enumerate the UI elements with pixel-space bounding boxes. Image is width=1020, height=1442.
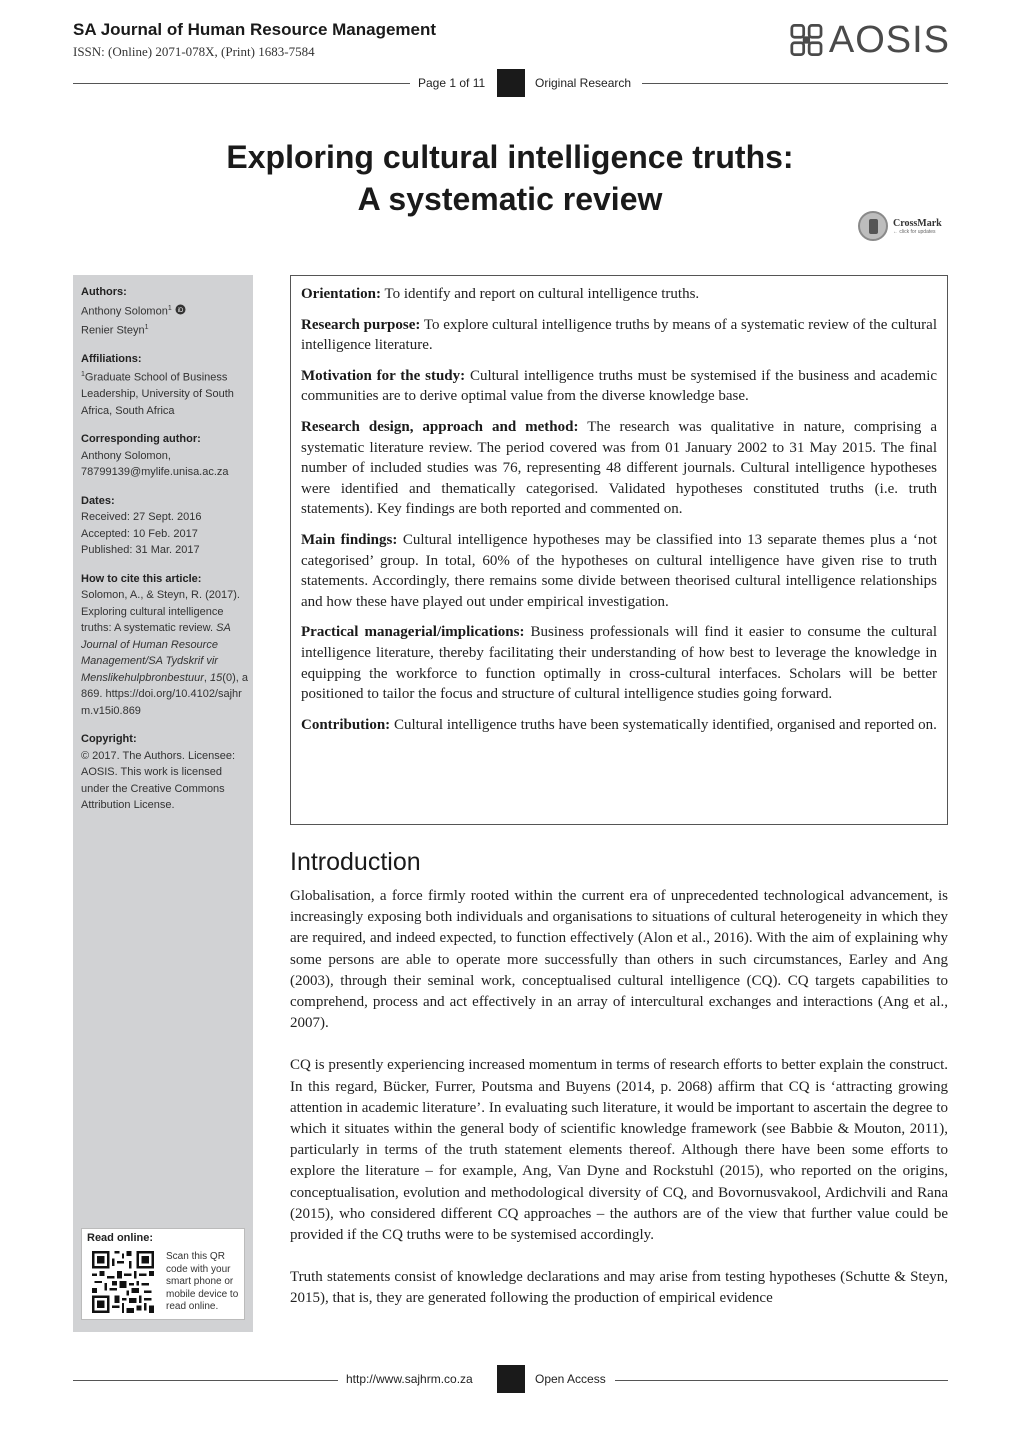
abstract-orientation: Orientation: To identify and report on cultural intelligence truths. — [301, 286, 700, 302]
abstract-motivation: Motivation for the study: Cultural intelligence truths must be systemised if the business and academic communities are to derive optimal value from the diverse knowledge base. — [301, 367, 938, 405]
abstract-main-findings: Main findings: Cultural intelligence hypotheses may be classified into 13 separate themes plus a ‘not categorised’ group. In total, 60% of the hypotheses on cultural intelligence have given rise to truth statements. Accordingly, there remains some divide between theorised cultural intelligence relationships and how these have played out under empirical investigation. — [301, 531, 937, 610]
abstract-research-design: Research design, approach and method: The research was qualitative in nature, comprising a systematic literature review. The period covered was from 01 January 2002 to 31 May 2015. The final number of included studies was 76, representing 48 different journals. Cultural intelligence hypotheses were identified and thematically categorised. Validated hypotheses constituted truths (i.e. truth statements). Key findings are both reported and commented on. — [301, 418, 937, 518]
publisher-logo — [790, 18, 950, 62]
body-paragraph-3: Truth statements consist of knowledge declarations and may arise from testing hypotheses (Schutte & Steyn, 2015), that is, they are generated following the production of empirical evidence — [290, 1269, 948, 1307]
abstract-research-purpose: Research purpose: To explore cultural intelligence truths by means of a systematic review of the cultural intelligence literature. — [301, 316, 937, 354]
body-paragraph-1: Globalisation, a force firmly rooted within the current era of unprecedented technological advancement, is increasingly exposing both individuals and organisations to situations of cultural heterogeneity in which they are required, and indeed expected, to function effectively (Alon et al., 2016). With the aim of explaining why some persons are able to operate more successfully than others in such circumstances, Earley and Ang (2003), through their seminal work, conceptualised cultural intelligence (CQ). CQ targets capabilities to comprehend, process and act effectively in an array of intercultural exchanges and interactions (Ang et al., 2007). — [290, 888, 948, 1032]
copyright-heading: Copyright: — [81, 733, 137, 746]
qr-code-icon[interactable] — [92, 1251, 154, 1313]
article-title — [0, 136, 1020, 220]
body-paragraph-2: CQ is presently experiencing increased momentum in terms of research efforts to better explain the construct. In this regard, Bücker, Furrer, Poutsma and Buyens (2014, p. 2068) affirm that CQ is ‘attracting growing attention in academic literature’. In evaluating such literature, it would be important to ascertain the degree to which it situates within the general body of scientific knowledge framework (see Babbie & Mouton, 2011), particularly in terms of the truth statement elements thereof. Although there have been some efforts to explore the literature – for example, Ang, Van Dyne and Rockstuhl (2015), who reported on the origins, conceptualisation, evolution and methodological diversity of CQ, and Bovornusvakool, Ardichvili and Rana (2015), who considered different CQ approaches – the authors are of the view that further value could be provided if the CQ truths were to be systemised accordingly. — [290, 1057, 948, 1244]
open-access-label: Open Access — [535, 1372, 606, 1386]
abstract-implications: Practical managerial/implications: Business professionals will find it easier to consume the cultural intelligence literature, thereby facilitating their understanding of how best to leverage the knowledge in equipping the workforce to function optimally in cross-cultural interfaces. Scholars will be better positioned to tailor the focus and structure of cultural intelligence studies going forward. — [301, 624, 937, 703]
crossmark-badge[interactable] — [858, 211, 942, 241]
dates-heading: Dates: — [81, 494, 115, 507]
affiliation-text: $^1$Graduate School of Business Leadership, University of South Africa, South Africa — [81, 371, 234, 417]
author-2: Renier Steyn$^1$ — [81, 323, 149, 337]
body-text — [290, 886, 948, 1331]
date-received: Received: 27 Sept. 2016 — [81, 511, 202, 524]
read-online-instructions: Scan this QR code with your smart phone or mobile device to read online. — [166, 1251, 239, 1312]
footer-rule-left — [73, 1380, 338, 1381]
abstract-contribution: Contribution: Cultural intelligence truths have been systematically identified, organised and reported on. — [301, 716, 937, 733]
sidebar-content — [81, 284, 249, 826]
author-1: Anthony Solomon$^1$ iD — [81, 301, 249, 320]
date-published: Published: 31 Mar. 2017 — [81, 544, 200, 557]
crossmark-icon — [858, 211, 888, 241]
journal-title: SA Journal of Human Resource Management — [73, 20, 437, 39]
abstract-box — [290, 275, 948, 825]
publisher-name: AOSIS — [828, 19, 950, 61]
header-marker — [497, 69, 525, 97]
date-accepted: Accepted: 10 Feb. 2017 — [81, 527, 198, 540]
header-rule-right — [642, 83, 948, 84]
footer-rule-right — [615, 1380, 948, 1381]
crossmark-label: CrossMark — [893, 217, 942, 229]
read-online-box — [81, 1228, 245, 1320]
authors-heading: Authors: — [81, 286, 127, 298]
corresponding-heading: Corresponding author: — [81, 433, 201, 446]
header-rule-left — [73, 83, 410, 84]
title-line-2: A systematic review — [357, 181, 663, 217]
orcid-icon[interactable] — [175, 304, 186, 315]
aosis-logo-icon — [790, 22, 823, 58]
section-heading-introduction: Introduction — [290, 848, 421, 876]
doi-link[interactable]: (0), a869. https://doi.org/10.4102/sajhrm.v15i0.869 — [81, 671, 248, 717]
corresponding-name: Anthony Solomon, — [81, 449, 171, 462]
page-number: Page 1 of 11 — [418, 76, 486, 90]
article-type: Original Research — [535, 76, 632, 90]
footer-marker — [497, 1365, 525, 1393]
copyright-text: © 2017. The Authors. Licensee: AOSIS. This work is licensed under the Creative Commons Attribution License. — [81, 749, 236, 812]
read-online-heading: Read online: — [87, 1232, 154, 1244]
cite-heading: How to cite this article: — [81, 572, 202, 585]
crossmark-sub: ← click for updates — [893, 228, 936, 235]
title-line-1: Exploring cultural intelligence truths: — [226, 139, 794, 175]
svg-text:iD: iD — [177, 308, 184, 315]
corresponding-email[interactable]: 78799139@mylife.unisa.ac.za — [81, 466, 229, 479]
affiliations-heading: Affiliations: — [81, 352, 142, 365]
issn: ISSN: (Online) 2071-078X, (Print) 1683-7584 — [73, 44, 315, 59]
journal-url-link[interactable]: http://www.sajhrm.co.za — [346, 1372, 473, 1386]
citation-text: Solomon, A., & Steyn, R. (2017). Exploring cultural intelligence truths: A systematic review. SA Journal of Human Resource Management/SA Tydskrif vir Menslikehulpbronbestuur, 15(0), a869. https://doi.org/10.4102/sajhrm.v15i0.869 — [81, 589, 248, 717]
